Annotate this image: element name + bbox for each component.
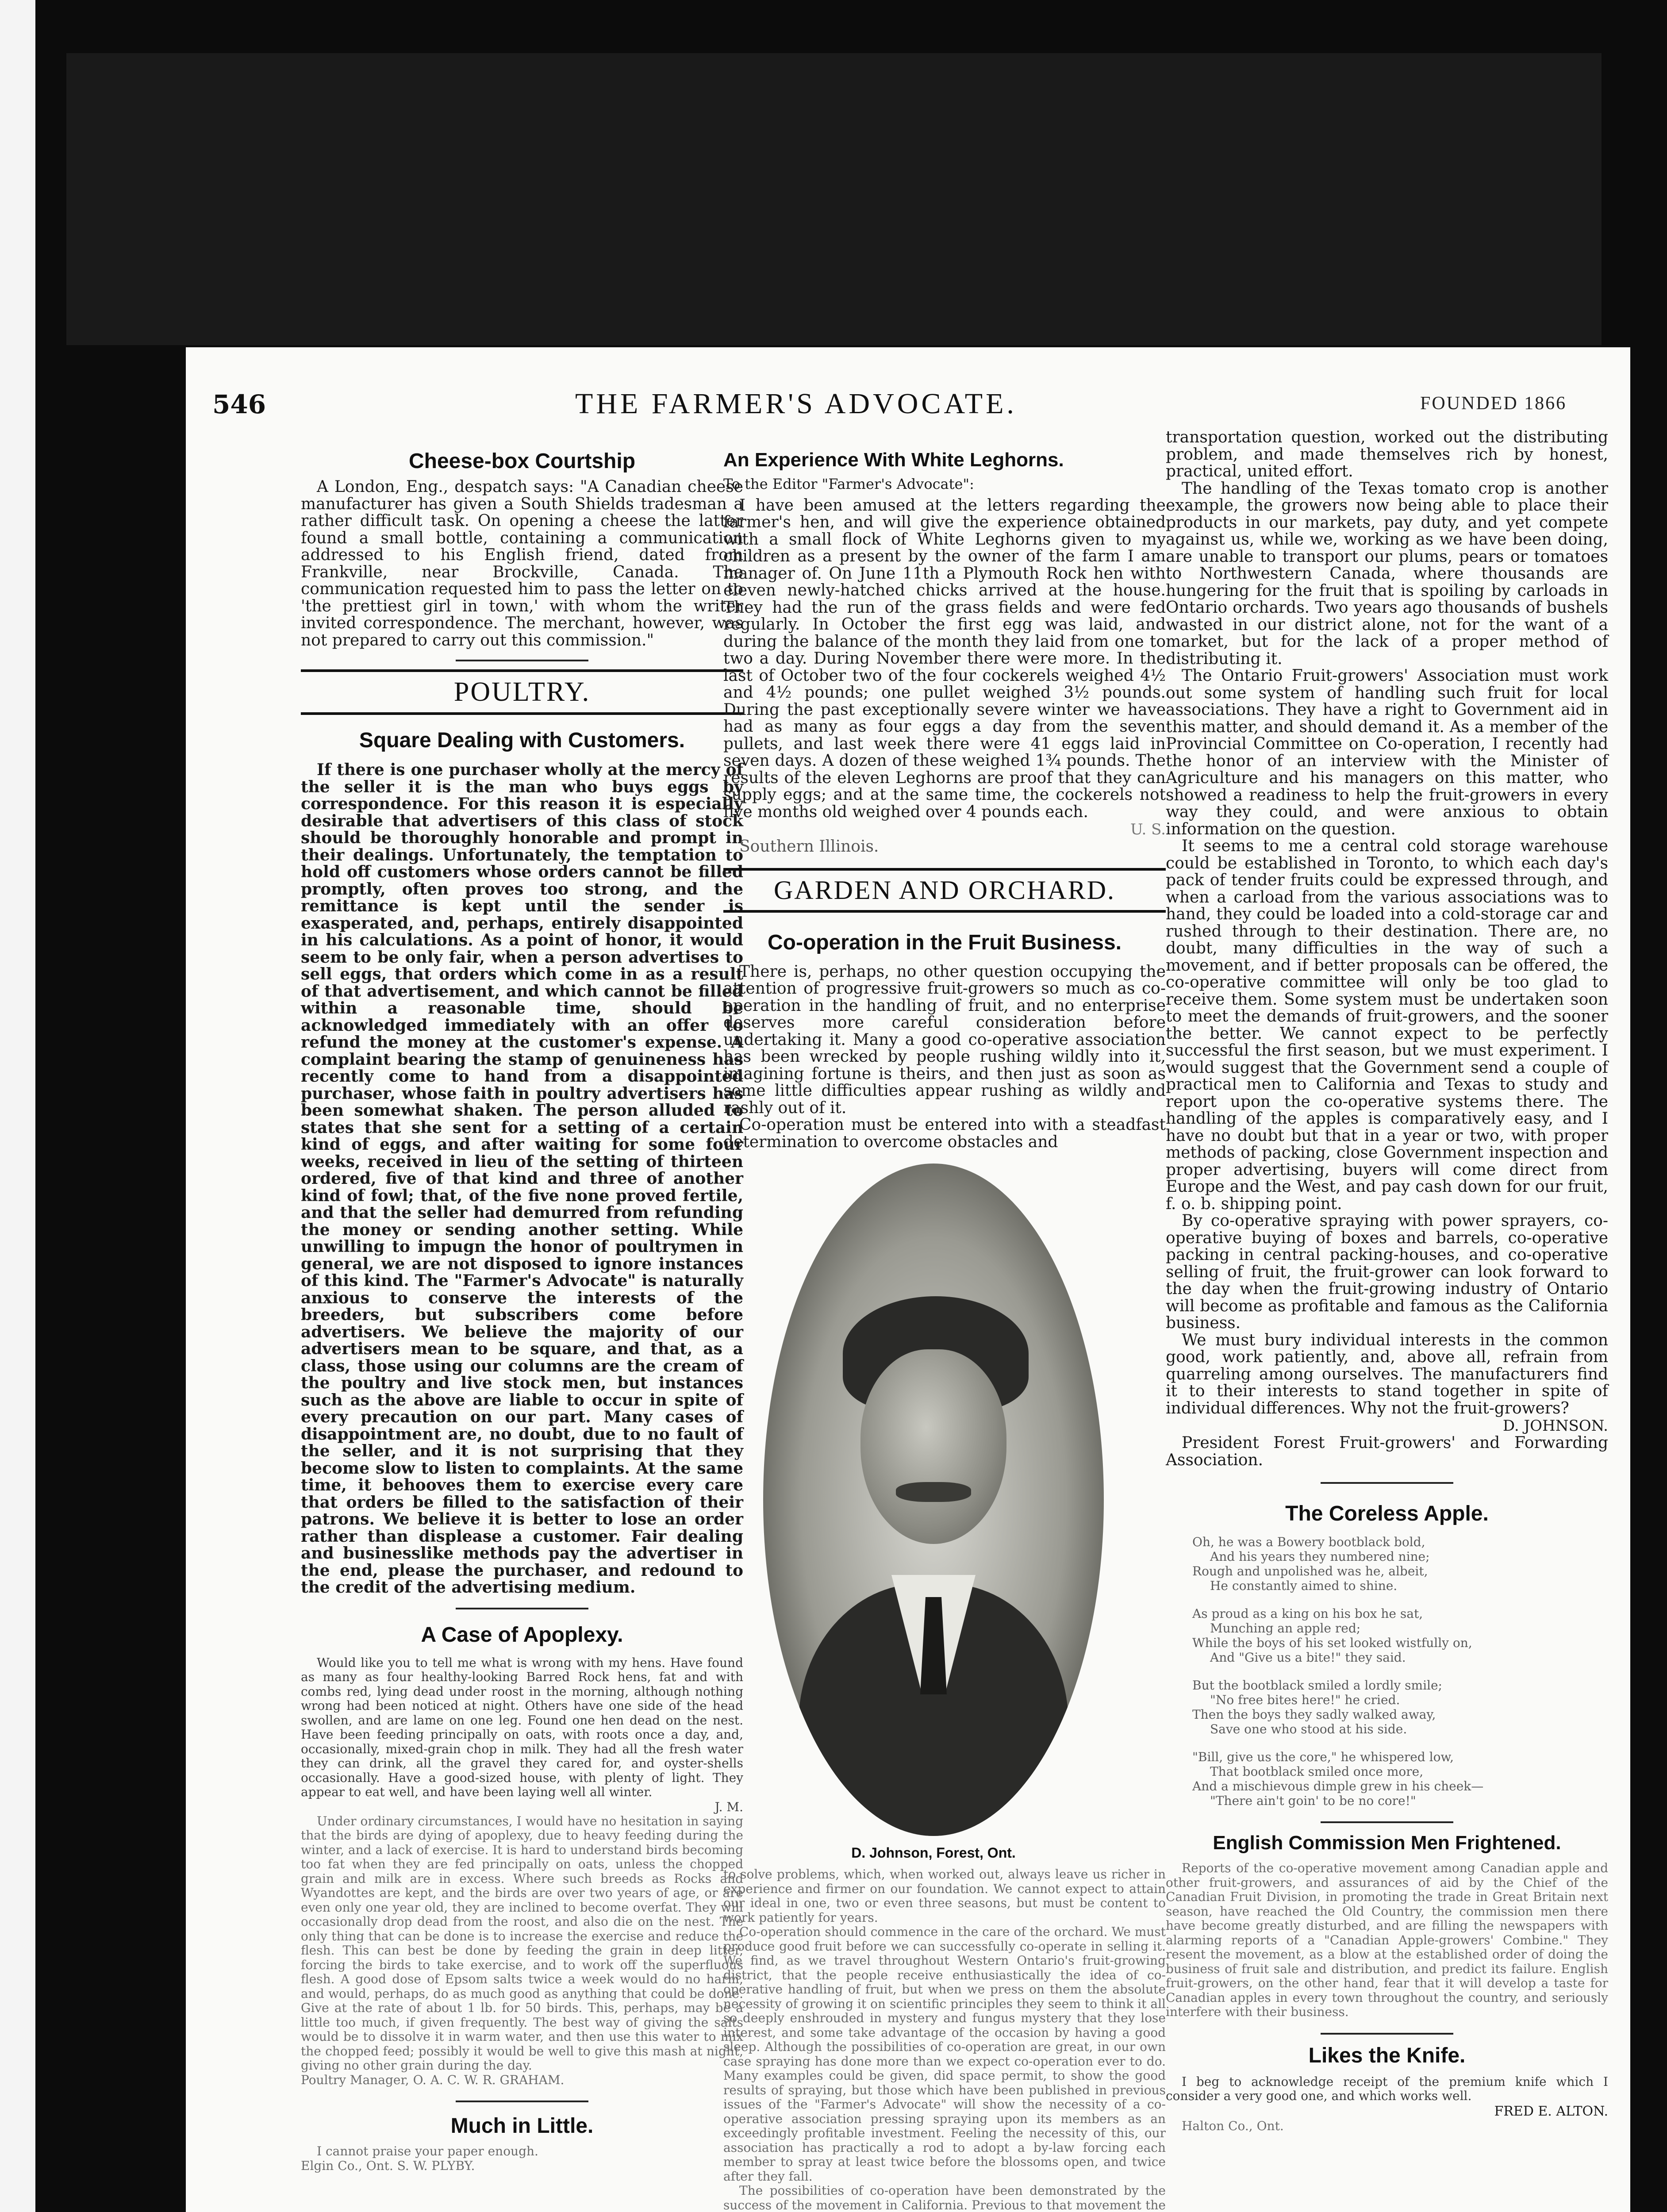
knife-place: Halton Co., Ont. [1182,2118,1284,2133]
leghorns-signature: U. S. [1130,821,1166,838]
article-title-likes-the-knife: Likes the Knife. [1308,2043,1466,2067]
article-letter-apoplexy: Would like you to tell me what is wrong with my hens. Have found as many as four healthy-looking Barred Rock hens, fat and with combs red, lying dead under roost in the morning, although nothing wrong had been noticed at night. Others have one side of the head swollen, and are lame on one leg. Found one hen dead on the nest. Have been feeding principally on oats, with roots once a day, and, occasionally, mixed-grain chop in milk. They had all the fresh water they can drink, all the gravel they cared for, and oyster-shells occasionally. Have a good-sized house, with plenty of light. They appear to eat well, and have been laying well all winter. [301,1655,743,1799]
article-body-much-in-little: I cannot praise your paper enough. [317,2144,538,2158]
answer-signature: Poultry Manager, O. A. C. W. R. GRAHAM. [301,2072,565,2087]
article-body-coop-continued-2: The handling of the Texas tomato crop is another example, the growers now being able to place their products in our markets, pay duty, and yet compete against us, while we, working as we have been doing, are unable to transport our plums, pears or tomatoes to Northwestern Canada, where thousands are hungering for the fruit that is spoiling by carloads in Ontario orchards. Two years ago thousands of bushels wasted in our district alone, not for the want of a market, but for the lack of a proper method of distributing it. [1166,479,1608,668]
portrait-caption: D. Johnson, Forest, Ont. [851,1845,1016,1861]
article-title-english-commission: English Commission Men Frightened. [1213,1832,1561,1854]
article-body-co-operation-2: Co-operation must be entered into with a steadfast determination to overcome obstacles and [723,1116,1166,1151]
article-title-coreless-apple: The Coreless Apple. [1285,1502,1489,1525]
letter-signature: J. M. [714,1799,743,1814]
portrait-mustache [896,1482,971,1502]
article-body-coop-continued-5: By co-operative spraying with power sprayers, co-operative buying of boxes and barrels, co-operative packing in central packing-houses, and co-operative selling of fruit, the fruit-grower can look forward to the day when the fruit-growing industry of Ontario will become as profitable and famous as the California business. [1166,1212,1608,1332]
poem-line: Then the boys they sadly walked away, [1192,1707,1436,1722]
article-title-much-in-little: Much in Little. [450,2114,594,2138]
scan-left-margin [0,0,35,2212]
poem-line: Oh, he was a Bowery bootblack bold, [1192,1535,1425,1549]
article-body-likes-the-knife: I beg to acknowledge receipt of the premium knife which I consider a very good one, and which works well. [1166,2074,1608,2103]
article-answer-apoplexy: Under ordinary circumstances, I would have no hesitation in saying that the birds are dying of apoplexy, due to heavy feeding during the winter, and a lack of exercise. It is hard to understand birds becoming too fat when they are fed principally on oats, unless the chopped grain and milk are in excess. Where such breeds as Rocks and Wyandottes are kept, and the birds are over two years of age, or are even only one year old, they are inclined to become overfat. They will occasionally drop dead from the roost, and also die on the nest. The only thing that can be done is to increase the exercise and reduce the flesh. This can best be done by feeding the grain in deep litter, forcing the birds to take exercise, and to work off the superfluous flesh. A good dose of Epsom salts twice a week would do no harm, and would, perhaps, do as much good as anything that could be done. Give at the rate of about 1 lb. for 50 birds. This, perhaps, may be a little too much, if given frequently. The best way of giving the salts would be to dissolve it in warm water, and then use this water to mix the chopped feed; possibly it would be well to give this mash at night, giving no other grain during the day. [301,1813,743,2073]
article-body-co-operation-4: Co-operation should commence in the care of the orchard. We must produce good fruit before we can successfully co-operate in selling it. We find, as we travel throughout Western Ontario's fruit-growing district, that the people receive enthusiastically the idea of co-operative handling of fruit, but when we press on them the absolute necessity of growing it on scientific principles they seem to think it all so deeply enshrouded in mystery and fungus mystery that they lose interest, and some take advantage of the occasion by having a good sleep. Although the possibilities of co-operation are great, in our own case spraying has done more than we expect co-operation ever to do. Many examples could be given, did space permit, to show the good results of spraying, but those which have been published in previous issues of the "Farmer's Advocate" will show the necessity of a co-operative association pressing spraying upon its members as an exceedingly profitable investment. Feeling the necessity of this, our association has practically a rod to adopt a by-law forcing each member to spray at least twice before the blossoms open, and twice after they fall. [723,1924,1166,2184]
knife-signature: FRED E. ALTON. [1494,2103,1608,2119]
poem-line: As proud as a king on his box he sat, [1192,1606,1423,1621]
article-body-cheese-box: A London, Eng., despatch says: "A Canadian cheese manufacturer has given a South Shields tradesman a rather difficult task. On opening a cheese the latter found a small bottle, containing a communication addressed to his English friend, dated from Frankville, near Brockville, Canada. The communication requested him to pass the letter on to 'the prettiest girl in town,' with whom the writer invited correspondence. The merchant, however, was not prepared to carry out this commission." [301,478,743,649]
founded-year: FOUNDED 1866 [1420,393,1567,414]
page-number: 546 [212,389,266,419]
portrait-oval [763,1164,1104,1836]
section-heading-garden-orchard: GARDEN AND ORCHARD. [723,868,1166,913]
article-body-co-operation-3: to solve problems, which, when worked out, always leave us richer in experience and firmer on our foundation. We cannot expect to attain our ideal in one, two or even three seasons, but must be content to work patiently for years. [723,1867,1166,1925]
scan-top-shadow [66,53,1602,345]
page-header [186,389,1630,429]
poem-line: "Bill, give us the core," he whispered low, [1192,1750,1454,1764]
poem-line: "There ain't goin' to be no core!" [1210,1793,1416,1808]
article-body-square-dealing: If there is one purchaser wholly at the mercy of the seller it is the man who buys eggs by correspondence. For this reason it is especially desirable that advertisers of this class of stock should be thoroughly honorable and prompt in their dealings. Unfortunately, the temptation to hold off customers whose orders cannot be filled promptly, often proves too strong, and the remittance is kept until the sender is exasperated, and, perhaps, entirely disappointed in his calculations. As a point of honor, it would seem to be only fair, when a person advertises to sell eggs, that orders which come in as a result of that advertisement, and which cannot be filled within a reasonable time, should be acknowledged immediately with an offer to refund the money at the customer's expense. A complaint bearing the stamp of genuineness has recently come to hand from a disappointed purchaser, whose faith in poultry advertisers has been somewhat shaken. The person alluded to states that she sent for a setting of a certain kind of eggs, and after waiting for some four weeks, received in lieu of the setting of thirteen ordered, five of that kind and three of another kind of fowl; that, of the five none proved fertile, and that the seller had demurred from refunding the money or sending another setting. While unwilling to impugn the honor of poultrymen in general, we are not disposed to ignore instances of this kind. The "Farmer's Advocate" is naturally anxious to conserve the interests of the breeders, but subscribers come before advertisers. We believe the majority of our advertisers mean to be square, and that, as a class, those using our columns are the cream of the poultry and live stock men, but instances such as the above are liable to occur in spite of every precaution on our part. Many cases of disappointment are, no doubt, due to no fault of the seller, and it is not surprising that they become slow to listen to complaints. At the same time, it behooves them to exercise every care that orders be filled to the satisfaction of their patrons. We believe it is better to lose an order rather than displease a customer. Fair dealing and businesslike methods pay the advertiser in the end, please the purchaser, and redound to the credit of the advertising medium. [301,760,743,1597]
article-title-co-operation: Co-operation in the Fruit Business. [767,930,1122,954]
portrait-photo [763,1164,1104,1861]
column-right [1166,429,1608,2133]
poem-line: Munching an apple red; [1210,1621,1361,1636]
divider [456,660,588,661]
coop-signature-title: President Forest Fruit-growers' and Forwarding Association. [1166,1434,1608,1469]
poem-line: And "Give us a bite!" they said. [1210,1650,1406,1665]
article-body-co-operation-5: The possibilities of co-operation have been demonstrated by the success of the movement in California. Previous to that movement the [723,2183,1166,2212]
divider [456,1608,588,1609]
article-body-coop-continued-1: transportation question, worked out the distributing problem, and made themselves rich by honest, practical, united effort. [1166,428,1608,480]
masthead-title: THE FARMER'S ADVOCATE. [575,388,1017,420]
section-heading-poultry: POULTRY. [301,669,743,715]
article-body-english-commission: Reports of the co-operative movement among Canadian apple and other fruit-growers, and assurances of aid by the Chief of the Canadian Fruit Division, in promoting the trade in Great Britain next season, have reached the Old Country, the commission men there have become greatly disturbed, and are filling the newspapers with alarming reports of a "Canadian Apple-growers' Combine." They resent the movement, as a blow at the established order of doing the business of fruit sale and distribution, and predict its failure. English fruit-growers, on the other hand, fear that it will develop a taste for Canadian apples in every town throughout the country, and seriously interfere with their business. [1166,1861,1608,2019]
poem-line: He constantly aimed to shine. [1210,1578,1398,1593]
poem-line: But the bootblack smiled a lordly smile; [1192,1678,1442,1693]
article-body-coop-continued-3: The Ontario Fruit-growers' Association must work out some system of handling such fruit for local associations. They have a right to Government aid in this matter, and should demand it. As a member of the Provincial Committee on Co-operation, I recently had the honor of an interview with the Minister of Agriculture and his managers on this matter, who showed a readiness to help the fruit-growers in every way they could, and were anxious to obtain information on the question. [1166,667,1608,838]
poem-line [1166,1665,1608,1678]
article-body-co-operation-1: There is, perhaps, no other question occupying the attention of progressive fruit-growers so much as co-operation in the handling of fruit, and no enterprise deserves more careful consideration before undertaking it. Many a good co-operative association has been wrecked by people rushing wildly into it, imagining fortune is theirs, and then just as soon as some little difficulties appear rushing as wildly and rashly out of it. [723,962,1166,1117]
article-title-white-leghorns: An Experience With White Leghorns. [723,449,1064,471]
poem-line: And a mischievous dimple grew in his cheek— [1192,1779,1484,1793]
article-title-square-dealing: Square Dealing with Customers. [359,729,685,752]
editor-salutation: To the Editor "Farmer's Advocate": [723,476,974,492]
column-left [301,449,743,2173]
leghorns-place: Southern Illinois. [739,837,879,856]
poem-line: That bootblack smiled once more, [1210,1764,1424,1779]
poem-line: While the boys of his set looked wistfully on, [1192,1636,1472,1650]
poem-line: "No free bites here!" he cried. [1210,1693,1400,1707]
divider [456,2101,588,2102]
poem-line: Rough and unpolished was he, albeit, [1192,1564,1428,1578]
poem-line: And his years they numbered nine; [1210,1549,1430,1564]
article-body-coop-continued-6: We must bury individual interests in the common good, work patiently, and, above all, refrain from quarreling among ourselves. The manufacturers find it to their interests to stand together in spite of individual differences. Why not the fruit-growers? [1166,1331,1608,1417]
coop-signature: D. JOHNSON. [1502,1417,1608,1435]
signature-much-in-little: Elgin Co., Ont. S. W. PLYBY. [301,2158,475,2173]
portrait-face [860,1349,1006,1544]
article-title-cheese-box: Cheese-box Courtship [408,449,636,473]
newspaper-page [186,347,1630,2212]
divider [1321,1482,1453,1484]
divider [1321,1821,1453,1823]
poem-line: Save one who stood at his side. [1210,1722,1407,1736]
article-body-white-leghorns: I have been amused at the letters regarding the farmer's hen, and will give the experience obtained with a small flock of White Leghorns given to my children as a present by the owner of the farm I am manager of. On June 11th a Plymouth Rock hen with eleven newly-hatched chicks arrived at the house. They had the run of the grass fields and were fed regularly. In October the first egg was laid, and during the balance of the month they laid from one to two a day. During November there were more. In the last of October two of the four cockerels weighed 4½ and 4½ pounds; one pullet weighed 3½ pounds. During the past exceptionally severe winter we have had as many as four eggs a day from the seven pullets, and last week there were 41 eggs laid in seven days. A dozen of these weighed 1¾ pounds. The results of the eleven Leghorns are proof that they can supply eggs; and at the same time, the cockerels not five months old weighed over 4 pounds each. [723,496,1166,821]
article-body-coop-continued-4: It seems to me a central cold storage warehouse could be established in Toronto, to which each day's pack of tender fruits could be expressed through, and when a carload from the various associations was to hand, they could be loaded into a cold-storage car and rushed through to their destination. There are, no doubt, many difficulties in the way of such a movement, and if better proposals can be offered, the co-operative committee will only be too glad to receive them. Some system must be undertaken soon to meet the demands of fruit-growers, and the sooner the better. We cannot expect to be perfectly successful the first season, but we must experiment. I would suggest that the Government send a couple of practical men to California and Texas to study and report upon the co-operative systems there. The handling of the apples is comparatively easy, and I have no doubt but that in a year or two, with proper methods of packing, close Government inspection and proper advertising, buyers will come direct from Europe and the West, and pay cash down for our fruit, f. o. b. shipping point. [1166,837,1608,1213]
poem-line [1166,1593,1608,1606]
divider [1321,2033,1453,2035]
poem-coreless-apple [1166,1535,1608,1808]
poem-line [1166,1736,1608,1750]
article-title-apoplexy: A Case of Apoplexy. [421,1623,623,1647]
